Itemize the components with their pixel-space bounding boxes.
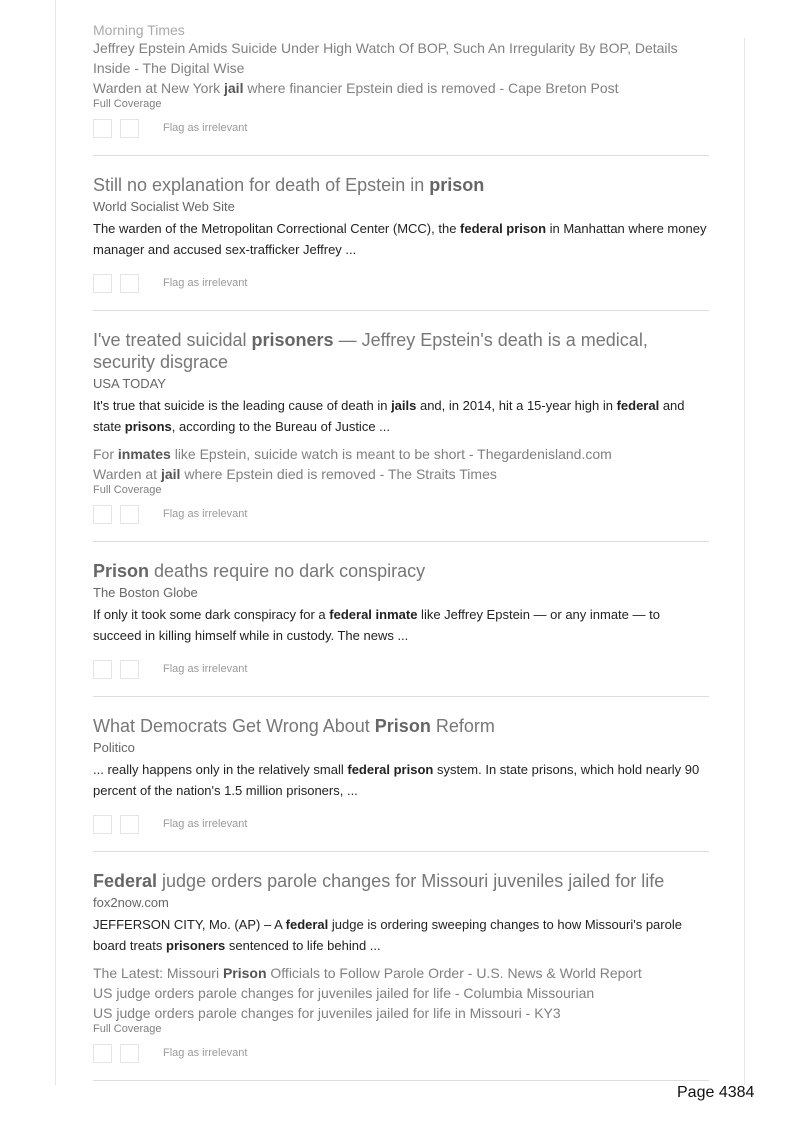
related-link[interactable] xyxy=(93,78,709,98)
article-headline[interactable] xyxy=(93,560,709,582)
page-number: Page 4384 xyxy=(677,1084,755,1101)
divider xyxy=(93,1080,709,1081)
text-segment: If only it took some dark conspiracy for a xyxy=(93,607,330,622)
article-source: fox2now.com xyxy=(93,895,169,910)
article-actions xyxy=(93,1042,709,1064)
text-segment: like Jeffrey Epstein — or any inmate — to succeed in killing himself while in custody. The news ... xyxy=(93,607,660,643)
text-segment: Warden at New York xyxy=(93,80,224,96)
flag-as-irrelevant-link[interactable]: Flag as irrelevant xyxy=(163,277,248,289)
news-article xyxy=(93,697,709,852)
feedback-checkbox[interactable] xyxy=(93,660,112,679)
article-snippet xyxy=(93,218,709,260)
news-article xyxy=(93,311,709,542)
highlighted-term: prisons xyxy=(124,419,172,434)
text-segment: , according to the Bureau of Justice ... xyxy=(171,419,390,434)
text-segment: like Epstein, suicide watch is meant to be short - Thegardenisland.com xyxy=(170,446,612,462)
spacer xyxy=(93,437,709,444)
related-link[interactable] xyxy=(93,983,709,1003)
left-margin-rule xyxy=(55,0,56,1085)
text-segment: — Jeffrey Epstein's death is a medical, security disgrace xyxy=(93,330,648,372)
full-coverage-link[interactable]: Full Coverage xyxy=(93,98,162,110)
article-snippet xyxy=(93,604,709,646)
highlighted-term: federal prison xyxy=(347,762,434,777)
right-margin-rule xyxy=(744,38,745,1085)
highlighted-term: federal xyxy=(616,398,660,413)
highlighted-term: jail xyxy=(224,80,244,96)
article-headline[interactable] xyxy=(93,870,709,892)
text-segment: sentenced to life behind ... xyxy=(225,938,381,953)
flag-as-irrelevant-link[interactable]: Flag as irrelevant xyxy=(163,818,248,830)
text-segment: The Latest: Missouri xyxy=(93,965,223,981)
feedback-checkbox[interactable] xyxy=(120,815,139,834)
article-snippet xyxy=(93,759,709,801)
highlighted-term: prisoners xyxy=(166,938,226,953)
cut-off-source-line: Morning Times xyxy=(93,24,185,38)
article-list xyxy=(93,156,709,1081)
highlighted-term: jails xyxy=(391,398,417,413)
text-segment: For xyxy=(93,446,118,462)
article-actions xyxy=(93,658,709,680)
article-source: USA TODAY xyxy=(93,376,166,391)
related-link[interactable] xyxy=(93,444,709,464)
article-actions xyxy=(93,503,709,525)
text-segment: Officials to Follow Parole Order - U.S. News & World Report xyxy=(266,965,642,981)
text-segment: judge is ordering sweeping changes to how Missouri's parole board treats xyxy=(93,917,682,953)
feedback-checkbox[interactable] xyxy=(93,505,112,524)
article-headline[interactable] xyxy=(93,174,709,196)
related-link[interactable] xyxy=(93,1003,709,1023)
news-feed xyxy=(93,24,709,1081)
highlighted-term: Federal xyxy=(93,871,158,891)
feedback-checkbox[interactable] xyxy=(120,505,139,524)
feedback-checkbox[interactable] xyxy=(120,1044,139,1063)
article-source: World Socialist Web Site xyxy=(93,199,235,214)
highlighted-term: prison xyxy=(429,175,485,195)
feedback-checkbox[interactable] xyxy=(93,815,112,834)
text-segment: The warden of the Metropolitan Correctional Center (MCC), the xyxy=(93,221,461,236)
text-segment: JEFFERSON CITY, Mo. (AP) – A xyxy=(93,917,286,932)
flag-as-irrelevant-link[interactable]: Flag as irrelevant xyxy=(163,663,248,675)
related-link[interactable] xyxy=(93,963,709,983)
text-segment: and, in 2014, hit a 15-year high in xyxy=(416,398,617,413)
text-segment: in Manhattan where money manager and accused sex-trafficker Jeffrey ... xyxy=(93,221,707,257)
related-links xyxy=(93,38,709,98)
article-source: Politico xyxy=(93,740,135,755)
highlighted-term: Prison xyxy=(93,561,150,581)
news-article xyxy=(93,156,709,311)
text-segment: US judge orders parole changes for juveniles jailed for life in Missouri - KY3 xyxy=(93,1005,561,1021)
news-article xyxy=(93,852,709,1081)
highlighted-term: federal xyxy=(285,917,329,932)
highlighted-term: federal prison xyxy=(460,221,547,236)
article-snippet xyxy=(93,395,709,437)
related-link[interactable] xyxy=(93,38,709,78)
text-segment: judge orders parole changes for Missouri juveniles jailed for life xyxy=(157,871,665,891)
feedback-checkbox[interactable] xyxy=(120,119,139,138)
article-source: The Boston Globe xyxy=(93,585,198,600)
highlighted-term: Prison xyxy=(222,965,267,981)
article-actions xyxy=(93,117,709,139)
text-segment: Still no explanation for death of Epstein in xyxy=(93,175,430,195)
text-segment: where Epstein died is removed - The Straits Times xyxy=(180,466,497,482)
news-article xyxy=(93,542,709,697)
text-segment: I've treated suicidal xyxy=(93,330,252,350)
highlighted-term: inmates xyxy=(117,446,171,462)
full-coverage-link[interactable]: Full Coverage xyxy=(93,484,162,496)
feedback-checkbox[interactable] xyxy=(93,1044,112,1063)
feedback-checkbox[interactable] xyxy=(120,660,139,679)
text-segment: Warden at xyxy=(93,466,161,482)
feedback-checkbox[interactable] xyxy=(120,274,139,293)
text-segment: system. In state prisons, which hold nearly 90 percent of the nation's 1.5 million prisoners, ... xyxy=(93,762,700,798)
feedback-checkbox[interactable] xyxy=(93,119,112,138)
text-segment: Jeffrey Epstein Amids Suicide Under High Watch Of BOP, Such An Irregularity By BOP, Details Inside - The Digital Wise xyxy=(93,40,678,76)
feedback-checkbox[interactable] xyxy=(93,274,112,293)
text-segment: What Democrats Get Wrong About xyxy=(93,716,375,736)
highlighted-term: federal inmate xyxy=(329,607,418,622)
flag-as-irrelevant-link[interactable]: Flag as irrelevant xyxy=(163,1047,248,1059)
related-link[interactable] xyxy=(93,464,709,484)
full-coverage-link[interactable]: Full Coverage xyxy=(93,1023,162,1035)
article-snippet xyxy=(93,914,709,956)
text-segment: Reform xyxy=(430,716,495,736)
article-actions xyxy=(93,813,709,835)
text-segment: It's true that suicide is the leading cause of death in xyxy=(93,398,392,413)
text-segment: where financier Epstein died is removed - Cape Breton Post xyxy=(243,80,619,96)
text-segment: deaths require no dark conspiracy xyxy=(149,561,426,581)
article-actions xyxy=(93,272,709,294)
text-segment: and state xyxy=(93,398,685,434)
text-segment: US judge orders parole changes for juveniles jailed for life - Columbia Missourian xyxy=(93,985,595,1001)
highlighted-term: prisoners xyxy=(251,330,334,350)
article-headline[interactable] xyxy=(93,715,709,737)
article-headline[interactable] xyxy=(93,329,709,373)
highlighted-term: jail xyxy=(160,466,181,482)
spacer xyxy=(93,956,709,963)
flag-as-irrelevant-link[interactable]: Flag as irrelevant xyxy=(163,508,248,520)
highlighted-term: Prison xyxy=(374,716,431,736)
top-fragment xyxy=(93,24,709,156)
flag-as-irrelevant-link[interactable]: Flag as irrelevant xyxy=(163,122,248,134)
text-segment: ... really happens only in the relatively small xyxy=(93,762,348,777)
